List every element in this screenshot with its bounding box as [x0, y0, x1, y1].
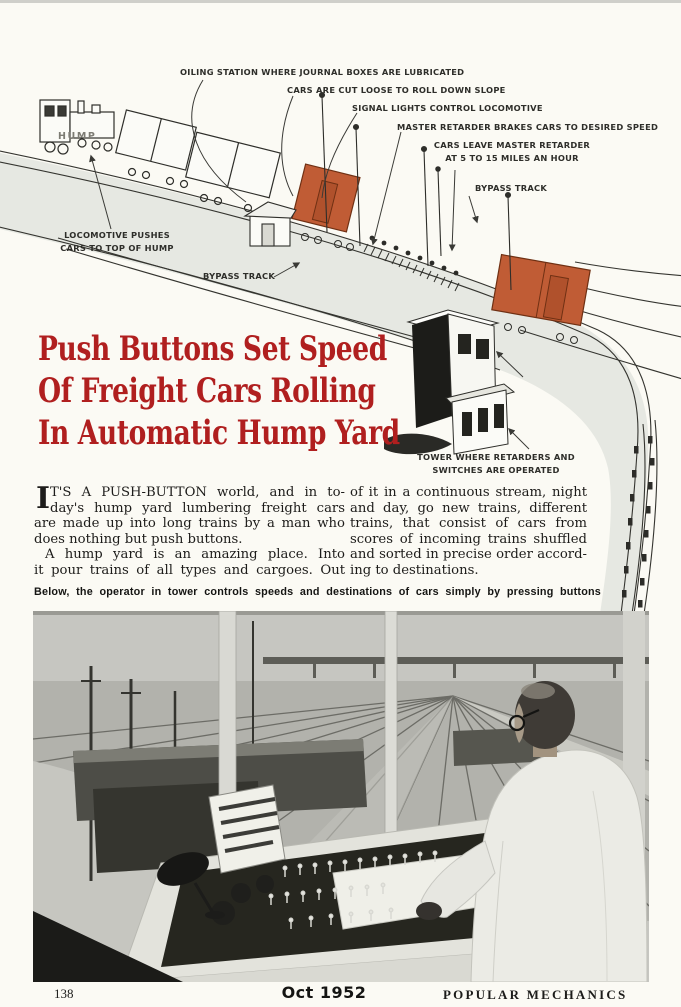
label-bypass-track-left: BYPASS TRACK: [203, 271, 276, 281]
label-oiling-station: OILING STATION WHERE JOURNAL BOXES ARE LUBRICATED: [180, 67, 465, 77]
body-line: ing to destinations.: [350, 562, 479, 578]
body-line: are made up into long trains by a man who: [34, 516, 345, 532]
body-line: T'S A PUSH-BUTTON world, and in to-: [50, 485, 345, 500]
body-column-left: [34, 481, 345, 579]
headline-line-3: In Automatic Hump Yard: [38, 413, 400, 453]
oiling-station-shack: [245, 202, 296, 246]
headline-line-2: Of Freight Cars Rolling: [38, 371, 376, 411]
label-cut-loose: CARS ARE CUT LOOSE TO ROLL DOWN SLOPE: [287, 85, 506, 95]
body-line: trains, that consist of cars from: [350, 516, 587, 532]
body-column-right: [350, 485, 587, 579]
label-cars-leave-2: AT 5 TO 15 MILES AN HOUR: [445, 153, 579, 163]
body-line: day's hump yard lumbering freight cars: [50, 500, 345, 516]
body-line: scores of incoming trains shuffled: [350, 531, 587, 547]
label-locomotive-pushes-1: LOCOMOTIVE PUSHES: [64, 230, 170, 240]
operator-hand: [416, 902, 442, 920]
tower-interior-photo: [33, 611, 649, 982]
label-signal-lights: SIGNAL LIGHTS CONTROL LOCOMOTIVE: [352, 103, 543, 113]
hump-locomotive: [40, 100, 114, 154]
window-mullion-center: [385, 611, 397, 846]
label-master-retarder: MASTER RETARDER BRAKES CARS TO DESIRED SPEED: [397, 122, 659, 132]
body-line: and sorted in precise order accord-: [350, 547, 587, 563]
drop-cap: I: [36, 481, 51, 516]
label-hump: HUMP: [58, 131, 97, 142]
footer-page-number: 138: [54, 986, 74, 1001]
body-line: does nothing but push buttons.: [34, 531, 243, 547]
footer-magazine-name: POPULAR MECHANICS: [443, 987, 628, 1002]
label-cars-leave-1: CARS LEAVE MASTER RETARDER: [433, 140, 591, 150]
footer-issue-date: Oct 1952: [281, 983, 367, 1002]
label-bypass-track-right: BYPASS TRACK: [475, 183, 548, 193]
label-locomotive-pushes-2: CARS TO TOP OF HUMP: [60, 243, 174, 253]
body-line: it pour trains of all types and cargoes. Out: [34, 562, 345, 578]
body-line: of it in a continuous stream, night: [350, 485, 587, 500]
label-tower-1: TOWER WHERE RETARDERS AND: [417, 452, 575, 462]
body-line: A hump yard is an amazing place. Into: [45, 547, 345, 563]
label-tower-2: SWITCHES ARE OPERATED: [432, 465, 560, 475]
photo-caption: Below, the operator in tower controls speeds and destinations of cars simply by pressing buttons: [34, 586, 601, 598]
body-line: and day, go new trains, different: [350, 500, 587, 516]
headline-line-1: Push Buttons Set Speed: [38, 329, 387, 369]
